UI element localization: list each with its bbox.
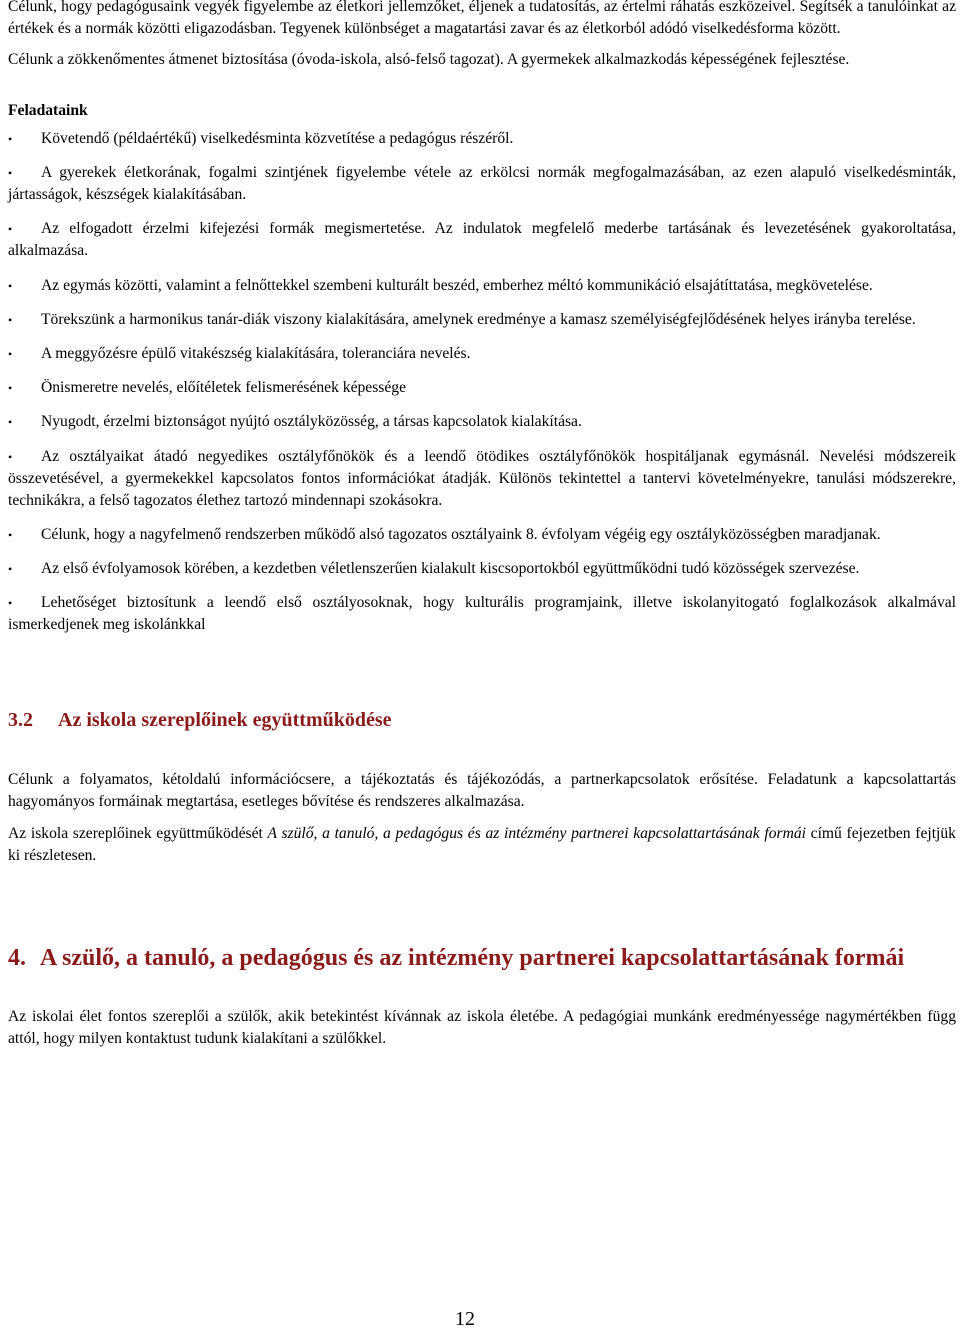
list-item-text: Követendő (példaértékű) viselkedésminta közvetítése a pedagógus részéről.	[41, 130, 514, 147]
list-item	[8, 343, 956, 365]
tasks-heading: Feladataink	[8, 102, 88, 119]
bullet-icon: •	[8, 278, 13, 293]
list-item-text: A meggyőzésre épülő vitakészség kialakítására, toleranciára nevelés.	[41, 344, 471, 362]
list-item	[8, 524, 956, 546]
section-number: 3.2	[8, 709, 33, 732]
bullet-icon: •	[8, 596, 13, 611]
list-item	[8, 411, 956, 433]
section-heading	[8, 706, 956, 734]
list-item	[8, 128, 956, 150]
bullet-icon: •	[8, 132, 13, 146]
bullet-icon: •	[8, 415, 13, 430]
bullet-icon: •	[8, 166, 13, 181]
list-item-text: Lehetőséget biztosítunk a leendő első osztályosoknak, hogy kulturális programjaink, illetve iskolanyitogató foglalkozások alkalmával ismerkedjenek meg iskolánkkal	[8, 594, 956, 634]
chapter-title: A szülő, a tanuló, a pedagógus és az intézmény partnerei kapcsolattartásának formái	[40, 945, 905, 972]
list-item-text: Nyugodt, érzelmi biztonságot nyújtó osztályközösség, a társas kapcsolatok kialakítása.	[41, 413, 582, 431]
list-item	[8, 218, 956, 262]
intro-paragraph-2: Célunk a zökkenőmentes átmenet biztosítása (óvoda-iskola, alsó-felső tagozat). A gyermekek alkalmazkodás képességének fejlesztése.	[8, 51, 850, 68]
bullet-icon: •	[8, 222, 13, 237]
section-title: Az iskola szereplőinek együttműködése	[58, 709, 392, 732]
list-item	[8, 275, 956, 297]
section-paragraph-2	[8, 823, 956, 867]
list-item	[8, 162, 956, 206]
chapter-number: 4.	[8, 945, 26, 972]
list-item	[8, 377, 956, 399]
section-paragraph-2-text: Az iskola szereplőinek együttműködését	[8, 825, 268, 843]
list-item	[8, 558, 956, 580]
bullet-icon: •	[8, 527, 13, 542]
intro-paragraph-1: Célunk, hogy pedagógusaink vegyék figyelembe az életkori jellemzőket, éljenek a tudatosítás, az értelmi ráhatás eszközeivel. Segítsék a tanulóinkat az értékek és a normák közötti eligazodásban. Tegyenek különbséget a magatartási zavar és az életkorból adódó viselkedésforma között.	[8, 0, 956, 37]
list-item	[8, 309, 956, 331]
section-paragraph-2-tail: című fejezetben fejtjük ki részletesen.	[8, 825, 956, 865]
list-item	[8, 592, 956, 636]
cross-reference: A szülő, a tanuló, a pedagógus és az intézmény partnerei kapcsolattartásának formái	[267, 825, 806, 843]
list-item	[8, 446, 956, 512]
bullet-icon: •	[8, 449, 13, 464]
bullet-icon: •	[8, 312, 13, 327]
section-paragraph-1: Célunk a folyamatos, kétoldalú információcsere, a tájékoztatás és tájékozódás, a partnerkapcsolatok erősítése. Feladatunk a kapcsolattartás hagyományos formáinak megtartása, esetleges bővítése és rendszeres alkalmazása.	[8, 771, 956, 811]
list-item-text: Önismeretre nevelés, előítéletek felismerésének képessége	[41, 379, 406, 397]
chapter-paragraph-1: Az iskolai élet fontos szereplői a szülők, akik betekintést kívánnak az iskola életébe. A pedagógiai munkánk eredményessége nagymértékben függ attól, hogy milyen kontaktust tudunk kialakítani a szülőkkel.	[8, 1008, 956, 1048]
list-item-text: Az elfogadott érzelmi kifejezési formák megismertetése. Az indulatok megfelelő mederbe tartásának és levezetésének gyakoroltatása, alkalmazása.	[8, 220, 956, 260]
document-page	[8, 0, 956, 1050]
bullet-icon: •	[8, 381, 13, 396]
bullet-icon: •	[8, 561, 13, 576]
list-item-text: Az osztályaikat átadó negyedikes osztályfőnökök és a leendő ötödikes osztályfőnökök hospitáljanak egymásnál. Nevelési módszereik összevetésével, a gyermekekkel kapcsolatos fontos információkat átadják. Különös tekintettel a tantervi követelményekre, tanulási módszerekre, technikákra, a felső tagozatos élethez tartozó mindennapi szokásokra.	[8, 447, 956, 509]
list-item-text: Az egymás közötti, valamint a felnőttekkel szembeni kulturált beszéd, emberhez méltó kommunikáció elsajátíttatása, megkövetelése.	[41, 276, 873, 294]
list-item-text: Az első évfolyamosok körében, a kezdetben véletlenszerűen kialakult kiscsoportokból együttműködni tudó közösségek szervezése.	[41, 559, 860, 577]
list-item-text: A gyerekek életkorának, fogalmi szintjének figyelembe vétele az erkölcsi normák megfogalmazásában, az ezen alapuló viselkedésminták, jártasságok, készségek kialakításában.	[8, 164, 956, 204]
list-item-text: Törekszünk a harmonikus tanár-diák viszony kialakítására, amelynek eredménye a kamasz személyiségfejlődésének helyes irányba terelése.	[41, 310, 916, 328]
bullet-icon: •	[8, 346, 13, 361]
page-number: 12	[455, 1308, 475, 1330]
chapter-heading	[8, 943, 956, 973]
list-item-text: Célunk, hogy a nagyfelmenő rendszerben működő alsó tagozatos osztályaink 8. évfolyam végéig egy osztályközösségben maradjanak.	[41, 525, 881, 543]
tasks-list	[8, 128, 956, 636]
